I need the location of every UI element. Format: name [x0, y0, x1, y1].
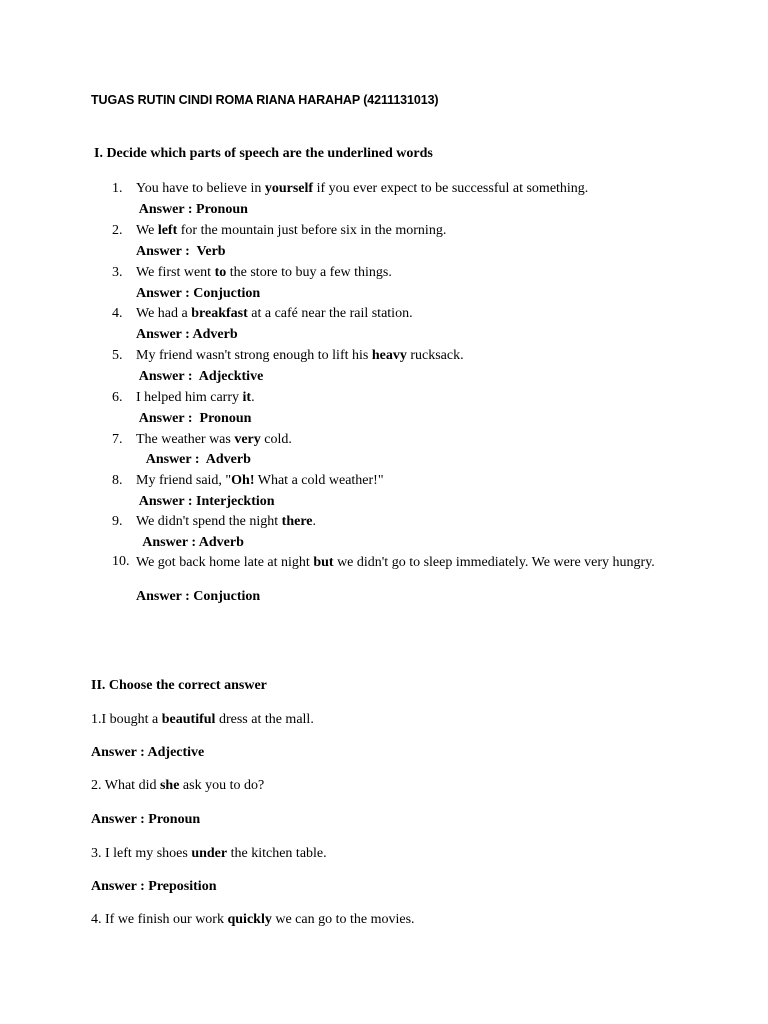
question-number: 1. — [112, 181, 123, 196]
question-text — [91, 778, 264, 794]
question-text-after: at a café near the rail station. — [247, 306, 413, 321]
answer-text: Answer : Adverb — [136, 535, 244, 550]
question-text-before: We didn't spend the night — [136, 514, 282, 529]
question-text-after: What a cold weather!" — [254, 473, 384, 488]
highlighted-word: beautiful — [161, 712, 216, 727]
question-text — [136, 432, 292, 448]
question-text-after: for the mountain just before six in the morning. — [177, 223, 447, 238]
question-text-before: 2. What did — [91, 778, 160, 793]
highlighted-word: she — [159, 778, 180, 793]
question-text — [91, 846, 327, 862]
question-text-before: You have to believe in — [136, 181, 265, 196]
question-text-before: We got back home late at night — [136, 555, 314, 570]
answer-text: Answer : Preposition — [91, 879, 217, 894]
highlighted-word: under — [191, 846, 228, 861]
question-text-after: . — [251, 390, 255, 405]
question-text-before: The weather was — [136, 432, 235, 447]
question-number: 6. — [112, 390, 123, 405]
section-1-heading: I. Decide which parts of speech are the underlined words — [94, 146, 433, 161]
question-number: 4. — [112, 306, 123, 321]
question-text — [136, 348, 464, 364]
question-text — [136, 514, 316, 530]
answer-text: Answer : Pronoun — [136, 202, 248, 217]
highlighted-word: Oh! — [231, 473, 255, 488]
answer-text: Answer : Verb — [136, 244, 226, 259]
question-number: 7. — [112, 432, 123, 447]
question-number: 10. — [112, 554, 130, 569]
question-number: 9. — [112, 514, 123, 529]
question-text — [136, 554, 656, 571]
answer-text: Answer : Adverb — [136, 452, 251, 467]
question-text — [136, 181, 588, 197]
answer-text: Answer : Adverb — [136, 327, 238, 342]
question-text — [136, 306, 413, 322]
question-text-before: We first went — [136, 265, 215, 280]
question-text-after: ask you to do? — [179, 778, 265, 793]
question-text-after: if you ever expect to be successful at something. — [313, 181, 589, 196]
answer-text: Answer : Adjecktive — [136, 369, 264, 384]
answer-text: Answer : Adjective — [91, 745, 205, 760]
question-text-before: We had a — [136, 306, 192, 321]
question-text-after: we can go to the movies. — [271, 912, 415, 927]
question-text-after: rucksack. — [406, 348, 464, 363]
highlighted-word: left — [157, 223, 178, 238]
question-text-after: . — [312, 514, 316, 529]
question-text-after: dress at the mall. — [215, 712, 314, 727]
question-text-after: the store to buy a few things. — [226, 265, 392, 280]
highlighted-word: but — [313, 555, 334, 570]
question-text — [136, 223, 446, 239]
question-text-before: 4. If we finish our work — [91, 912, 228, 927]
answer-text: Answer : Conjuction — [136, 286, 261, 301]
answer-text: Answer : Interjecktion — [136, 494, 275, 509]
question-text-before: We — [136, 223, 158, 238]
question-text-before: I helped him carry — [136, 390, 243, 405]
question-text-after: we didn't go to sleep immediately. We were very hungry. — [333, 555, 655, 570]
highlighted-word: very — [234, 432, 261, 447]
highlighted-word: breakfast — [191, 306, 248, 321]
answer-text: Answer : Pronoun — [136, 411, 252, 426]
question-text — [91, 712, 314, 728]
question-text — [136, 265, 392, 281]
question-number: 2. — [112, 223, 123, 238]
question-text-before: 1.I bought a — [91, 712, 162, 727]
question-text-after: the kitchen table. — [227, 846, 327, 861]
highlighted-word: there — [281, 514, 313, 529]
question-text — [136, 390, 255, 406]
section-2-heading: II. Choose the correct answer — [91, 678, 267, 693]
answer-text: Answer : Pronoun — [91, 812, 201, 827]
highlighted-word: yourself — [264, 181, 314, 196]
question-text — [136, 473, 384, 489]
answer-text: Answer : Conjuction — [136, 589, 261, 604]
question-text-after: cold. — [260, 432, 292, 447]
highlighted-word: to — [214, 265, 227, 280]
question-text — [91, 912, 415, 928]
question-number: 5. — [112, 348, 123, 363]
highlighted-word: it — [242, 390, 252, 405]
highlighted-word: heavy — [371, 348, 407, 363]
highlighted-word: quickly — [227, 912, 272, 927]
question-number: 3. — [112, 265, 123, 280]
question-text-before: 3. I left my shoes — [91, 846, 192, 861]
question-text-before: My friend said, " — [136, 473, 232, 488]
question-text-before: My friend wasn't strong enough to lift his — [136, 348, 372, 363]
question-number: 8. — [112, 473, 123, 488]
document-title: TUGAS RUTIN CINDI ROMA RIANA HARAHAP (4211131013) — [91, 93, 439, 107]
